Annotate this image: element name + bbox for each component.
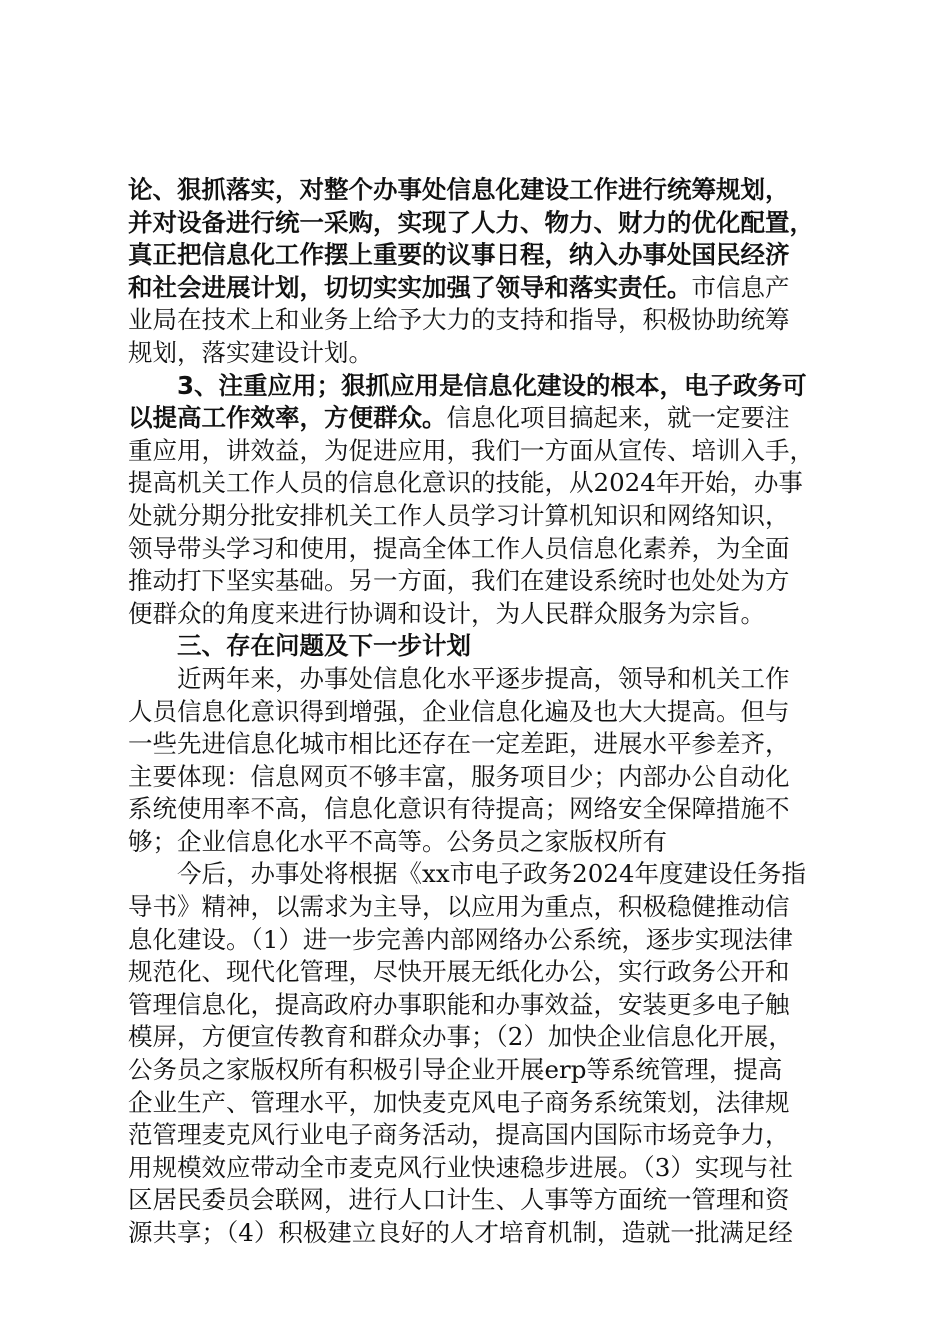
text-run: 提高机关工作人员的信息化意识的技能，从2024年开始，办事 <box>128 468 803 498</box>
paragraph-line <box>128 1087 858 1120</box>
paragraph-line <box>128 304 858 337</box>
paragraph-line <box>128 891 858 924</box>
paragraph-line <box>128 1054 858 1087</box>
text-run: 市信息产 <box>691 272 790 302</box>
text-run: 企业生产、管理水平，加快麦克风电子商务系统策划，法律规 <box>128 1087 790 1117</box>
bold-text-run: 三、存在问题及下一步计划 <box>177 631 471 661</box>
text-run: 近两年来，办事处信息化水平逐步提高，领导和机关工作 <box>177 663 790 693</box>
paragraph-line <box>128 1119 858 1152</box>
text-run: 主要体现：信息网页不够丰富，服务项目少；内部办公自动化 <box>128 761 790 791</box>
text-run: 领导带头学习和使用，提高全体工作人员信息化素养，为全面 <box>128 533 790 563</box>
text-run: 推动打下坚实基础。另一方面，我们在建设系统时也处处为方 <box>128 566 790 596</box>
text-run: 源共享；（4）积极建立良好的人才培育机制，造就一批满足经 <box>128 1218 793 1247</box>
paragraph-line <box>128 663 858 696</box>
paragraph-line <box>128 956 858 989</box>
text-run: 息化建设。（1）进一步完善内部网络办公系统，逐步实现法律 <box>128 924 793 954</box>
bold-text-run: 论、狠抓落实，对整个办事处信息化建设工作进行统筹规划， <box>128 175 790 204</box>
text-run: 范管理麦克风行业电子商务活动，提高国内国际市场竞争力， <box>128 1120 790 1150</box>
text-run: 人员信息化意识得到增强，企业信息化遍及也大大提高。但与 <box>128 696 790 726</box>
text-run: 用规模效应带动全市麦克风行业快速稳步进展。（3）实现与社 <box>128 1152 793 1182</box>
paragraph-line <box>128 793 858 826</box>
paragraph-line <box>128 207 858 240</box>
paragraph-line <box>128 402 858 435</box>
text-run: 模屏，方便宣传教育和群众办事；（2）加快企业信息化开展， <box>128 1022 793 1052</box>
paragraph-line <box>128 174 858 207</box>
paragraph-line <box>128 337 858 370</box>
bold-text-run: 和社会进展计划，切切实实加强了领导和落实责任。 <box>128 272 692 302</box>
paragraph-line <box>128 761 858 794</box>
text-run: 便群众的角度来进行协调和设计，为人民群众服务为宗旨。 <box>128 598 765 628</box>
text-run: 规范化、现代化管理，尽快开展无纸化办公，实行政务公开和 <box>128 957 790 987</box>
paragraph-line <box>128 500 858 533</box>
paragraph-line <box>128 272 858 305</box>
paragraph-line <box>128 858 858 891</box>
bold-text-run: 3、注重应用；狠抓应用是信息化建设的根本，电子政务可 <box>177 370 807 400</box>
paragraph-line <box>128 239 858 272</box>
text-run: 处就分期分批安排机关工作人员学习计算机知识和网络知识， <box>128 500 790 530</box>
paragraph-line <box>128 924 858 957</box>
text-run: 重应用，讲效益，为促进应用，我们一方面从宣传、培训入手， <box>128 435 814 465</box>
bold-text-run: 真正把信息化工作摆上重要的议事日程，纳入办事处国民经济 <box>128 240 790 270</box>
paragraph-line <box>128 728 858 761</box>
text-run: 够；企业信息化水平不高等。公务员之家版权所有 <box>128 826 667 856</box>
paragraph-line <box>128 598 858 631</box>
paragraph-line <box>128 533 858 566</box>
paragraph-line <box>128 1152 858 1185</box>
paragraph-line <box>128 630 858 663</box>
text-run: 信息化项目搞起来，就一定要注 <box>446 403 790 433</box>
document-body <box>128 174 858 1250</box>
text-run: 导书》精神，以需求为主导，以应用为重点，积极稳健推动信 <box>128 892 790 922</box>
text-run: 规划，落实建设计划。 <box>128 337 373 367</box>
paragraph-line <box>128 826 858 859</box>
paragraph-line <box>128 565 858 598</box>
text-run: 今后，办事处将根据《xx市电子政务2024年度建设任务指 <box>177 859 806 889</box>
paragraph-line <box>128 1217 858 1250</box>
text-run: 一些先进信息化城市相比还存在一定差距，进展水平参差齐， <box>128 729 790 759</box>
paragraph-line <box>128 435 858 468</box>
paragraph-line <box>128 1021 858 1054</box>
paragraph-line <box>128 989 858 1022</box>
text-run: 公务员之家版权所有积极引导企业开展erp等系统管理，提高 <box>128 1055 783 1085</box>
text-run: 系统使用率不高，信息化意识有待提高；网络安全保障措施不 <box>128 794 790 824</box>
text-run: 业局在技术上和业务上给予大力的支持和指导，积极协助统筹 <box>128 305 790 335</box>
paragraph-line <box>128 696 858 729</box>
bold-text-run: 以提高工作效率，方便群众。 <box>128 403 447 433</box>
text-run: 管理信息化，提高政府办事职能和办事效益，安装更多电子触 <box>128 989 790 1019</box>
paragraph-line <box>128 370 858 403</box>
bold-text-run: 并对设备进行统一采购，实现了人力、物力、财力的优化配置， <box>128 207 814 237</box>
text-run: 区居民委员会联网，进行人口计生、人事等方面统一管理和资 <box>128 1185 790 1215</box>
paragraph-line <box>128 1184 858 1217</box>
paragraph-line <box>128 467 858 500</box>
